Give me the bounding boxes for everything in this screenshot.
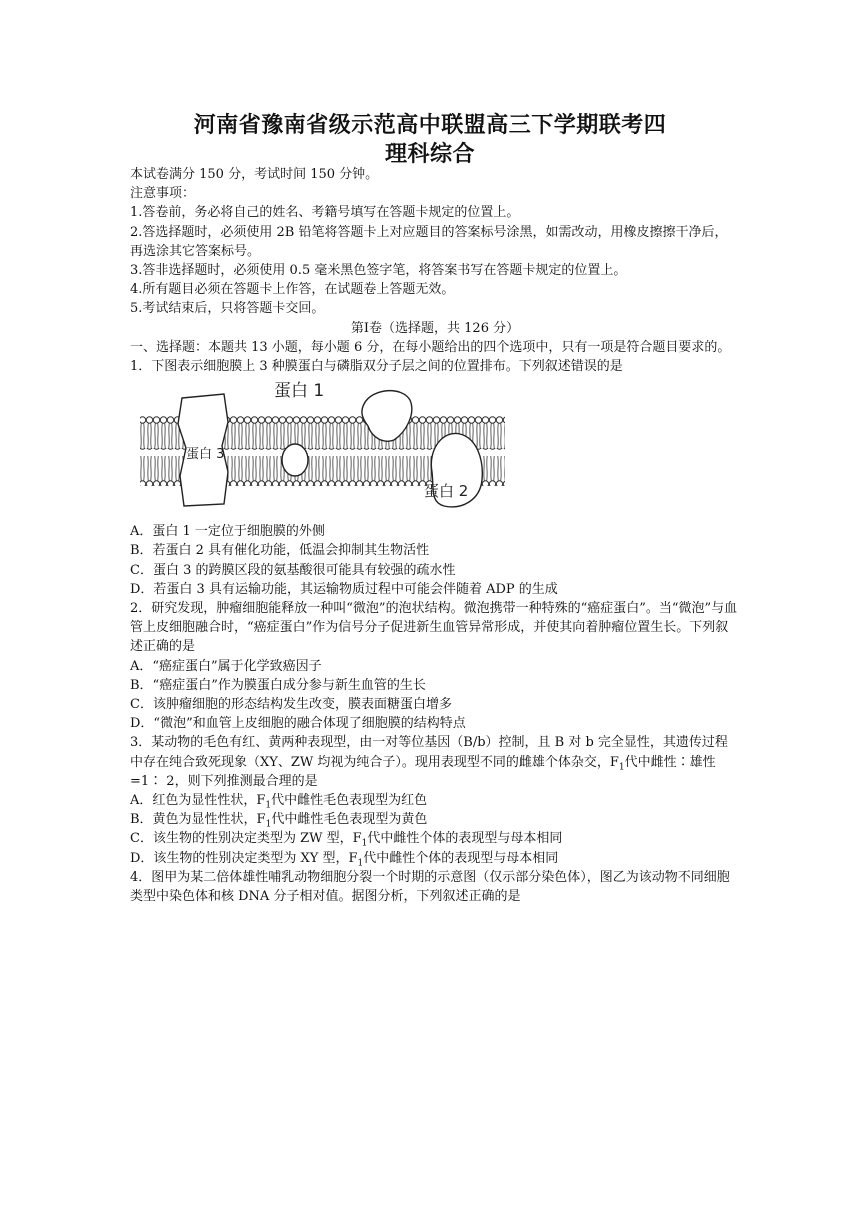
section-title: 第Ⅰ卷（选择题，共 126 分） (350, 320, 520, 336)
label-protein-3: 蛋白 3 (186, 447, 225, 463)
question-3-stem: 3．某动物的毛色有红、黄两种表现型，由一对等位基因（B/b）控制，且 B 对 b 完全显性，其遗传过程中存在纯合致死现象（XY、ZW 均视为纯合子）。现用表现型不同的雌雄个体杂交，$F_1$代中雌性∶雄性=1∶ 2，则下列推测最合理的是 (130, 735, 728, 789)
note-item: 2.答选择题时，必须使用 2B 铅笔将答题卡上对应题目的答案标号涂黑，如需改动，用橡皮擦擦干净后，再选涂其它答案标号。 (130, 224, 728, 259)
note-item: 3.答非选择题时，必须使用 0.5 毫米黑色签字笔，将答案书写在答题卡规定的位置上。 (130, 263, 627, 279)
question-2-option-d: D．“微泡”和血管上皮细胞的融合体现了细胞膜的结构特点 (130, 716, 466, 732)
exam-subtitle: 理科综合 (384, 142, 475, 167)
label-protein-1: 蛋白 1 (274, 381, 325, 402)
notes-title: 注意事项： (130, 186, 196, 202)
question-2-option-c: C．该肿瘤细胞的形态结构发生改变，膜表面糖蛋白增多 (130, 697, 452, 713)
question-3-option-a: A．红色为显性性状，$F_1$代中雌性毛色表现型为红色 (130, 793, 428, 811)
question-1-option-d: D．若蛋白 3 具有运输功能，其运输物质过程中可能会伴随着 ADP 的生成 (130, 581, 558, 597)
membrane-diagram (132, 376, 512, 516)
membrane-protein-figure (132, 376, 512, 516)
exam-title: 河南省豫南省级示范高中联盟高三下学期联考四 (193, 113, 667, 138)
question-1-option-a: A．蛋白 1 一定位于细胞膜的外侧 (130, 524, 325, 540)
question-2-option-a: A．“癌症蛋白”属于化学致癌因子 (130, 658, 322, 674)
question-3-option-b: B．黄色为显性性状，$F_1$代中雌性毛色表现型为黄色 (130, 812, 428, 830)
exam-content (130, 165, 740, 906)
score-line: 本试卷满分 150 分，考试时间 150 分钟。 (130, 167, 379, 182)
question-2-stem: 2．研究发现，肿瘤细胞能释放一种叫“微泡”的泡状结构。微泡携带一种特殊的“癌症蛋白”。当“微泡”与血管上皮细胞融合时，“癌症蛋白”作为信号分子促进新生血管异常形成，并使其向着肿瘤位置生长。下列叙述正确的是 (130, 601, 738, 655)
section-instruction: 一、选择题：本题共 13 小题，每小题 6 分，在每小题给出的四个选项中，只有一项是符合题目要求的。 (130, 339, 731, 355)
note-item: 1.答卷前，务必将自己的姓名、考籍号填写在答题卡规定的位置上。 (130, 205, 520, 221)
question-2-option-b: B．“癌症蛋白”作为膜蛋白成分参与新生血管的生长 (130, 677, 426, 693)
question-1-option-b: B．若蛋白 2 具有催化功能，低温会抑制其生物活性 (130, 543, 430, 559)
question-1-stem: 1．下图表示细胞膜上 3 种膜蛋白与磷脂双分子层之间的位置排布。下列叙述错误的是 (130, 359, 623, 375)
question-4-stem: 4．图甲为某二倍体雄性哺乳动物细胞分裂一个时期的示意图（仅示部分染色体），图乙为该动物不同细胞类型中染色体和核 DNA 分子相对值。据图分析，下列叙述正确的是 (130, 869, 730, 905)
question-1-option-c: C．蛋白 3 的跨膜区段的氨基酸很可能具有较强的疏水性 (130, 562, 456, 578)
label-protein-2: 蛋白 2 (424, 482, 469, 501)
question-3-option-d: D．该生物的性别决定类型为 XY 型，$F_1$代中雌性个体的表现型与母本相同 (130, 850, 559, 869)
note-item: 4.所有题目必须在答题卡上作答，在试题卷上答题无效。 (130, 282, 455, 298)
question-3-option-c: C．该生物的性别决定类型为 ZW 型，$F_1$代中雌性个体的表现型与母本相同 (130, 831, 563, 850)
note-item: 5.考试结束后，只将答题卡交回。 (130, 301, 325, 317)
